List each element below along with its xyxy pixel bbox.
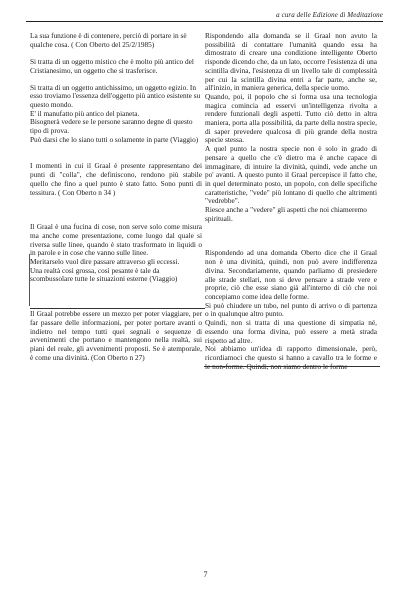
paragraph: I momenti in cui il Graal è presente rappresentano dei punti di "colla", che definiscono, rendono più stabile quello che fino a quel punto è stato fatto. Sono punti di tessitura. ( Con Oberto n 34 ) xyxy=(30,161,202,197)
paragraph: Una realtà così grossa, così pesante è tale da scombussolare tutte le situazioni esterne (Viaggio) xyxy=(30,265,178,284)
paragraph: La sua funzione è di contenere, perciò di portare in sè qualche cosa. ( Con Oberto del 25/2/1985) xyxy=(30,31,187,49)
margin-bar xyxy=(29,254,30,306)
paragraph: Il Graal è una fucina di cose, non serve solo come misura ma anche come presentazione, come luogo dal quale si riversa sulle linee, quando è stato trasformato in liquidi o in parole e in cose che vanno sulle linee. xyxy=(30,222,202,258)
paragraph: Può darsi che lo siano tutti o solamente in parte (Viaggio) xyxy=(30,134,199,144)
paragraph: Riesce anche a "vedere" gli aspetti che noi chiameremo spirituali. xyxy=(205,205,367,223)
running-header: a cura delle Edizione di Meditazione xyxy=(276,11,383,19)
page-number: 7 xyxy=(203,570,208,579)
paragraph: E' il manufatto più antico del pianeta. xyxy=(30,108,140,118)
right-column xyxy=(205,32,377,371)
separator-rule xyxy=(204,366,380,367)
paragraph: Quindi, non si tratta di una questione di simpatia né, essendo una forma divina, può essere a metà strada rispetto ad altre. xyxy=(205,318,377,345)
paragraph: A quel punto la nostra specie non è solo in grado di pensare a quello che c'è dietro ma è anche capace di immaginare, di intuire la divinità, quindi, vede anche un po' avanti. A questo punto il Graal percepisce il fatto che, in quel determinato posto, un popolo, con delle specifiche caratteristiche, "vede" più lontano di quello che altrimenti "vedrebbe". xyxy=(205,144,377,206)
paragraph: Rispondendo ad una domanda Oberto dice che il Graal non è una divinità, quindi, non può avere indifferenza divina. Secondariamente, quando parliamo di presiedere alle strade stellari, non si deve pensare a strade vere e proprie, ciò che esse siano già all'interno di ciò che noi concepiamo come idea delle forme. xyxy=(205,248,377,301)
left-column xyxy=(30,32,202,371)
paragraph: Si può chiudere un tubo, nel punto di arrivo o di partenza o in qualunque altro punto. xyxy=(205,300,377,319)
paragraph: Si tratta di un oggetto antichissimo, un oggetto egizio. In esso troviamo l'essenza dell'oggetto più antico esistente su questo mondo. xyxy=(30,82,201,109)
paragraph: Si tratta di un oggetto mistico che è molto più antico del Cristianesimo, un oggetto che si trasferisce. xyxy=(30,57,194,75)
paragraph: Meritarselo vuol dire passare attraverso gli eccessi. xyxy=(30,257,180,267)
paragraph: Rispondendo alla domanda se il Graal non avuto la possibilità di contattare l'umanità quando essa ha dimostrato di creare una condizione intelligente Oberto risponde dicendo che, da un lato, occorre l'esistenza di una scintilla divina, l'esistenza di un livello tale di complessità per cui la scintilla divina entri a far parte, anche se, all'inizio, in maniera generica, della specie uomo. xyxy=(205,31,377,93)
paragraph: Il Graal potrebbe essere un mezzo per poter viaggiare, per far passare delle informazioni, per poter portare avanti o indietro nel tempo tutti quei segnali e sequenze di avvenimenti che portano e mantengono nella realtà, sui piani del reale, gli avvenimenti proposti. Se è atemporale, è come una divinità. (Con Oberto n 27) xyxy=(30,309,202,362)
paragraph: Noi abbiamo un'idea di rapporto dimensionale, però, ricordiamoci che questo si hanno a cavallo tra le forme e le non-forme. Quindi, non siamo dentro le forme xyxy=(205,344,377,371)
paragraph: Quando, poi, il popolo che si forma usa una tecnologia magica comincia ad esservi un'intelligenza rivolta a rendere funzionali degli aspetti. Tutto ciò detto in altra maniera, porta alla possibilità, da parte della nostra specie, di saper prevedere qualcosa di più grande della nostra specie stessa. xyxy=(205,91,377,145)
separator-rule xyxy=(30,308,205,309)
paragraph: Bisognerà vedere se le persone saranno degne di questo tipo di prova. xyxy=(30,117,193,136)
header-rule xyxy=(26,21,383,22)
